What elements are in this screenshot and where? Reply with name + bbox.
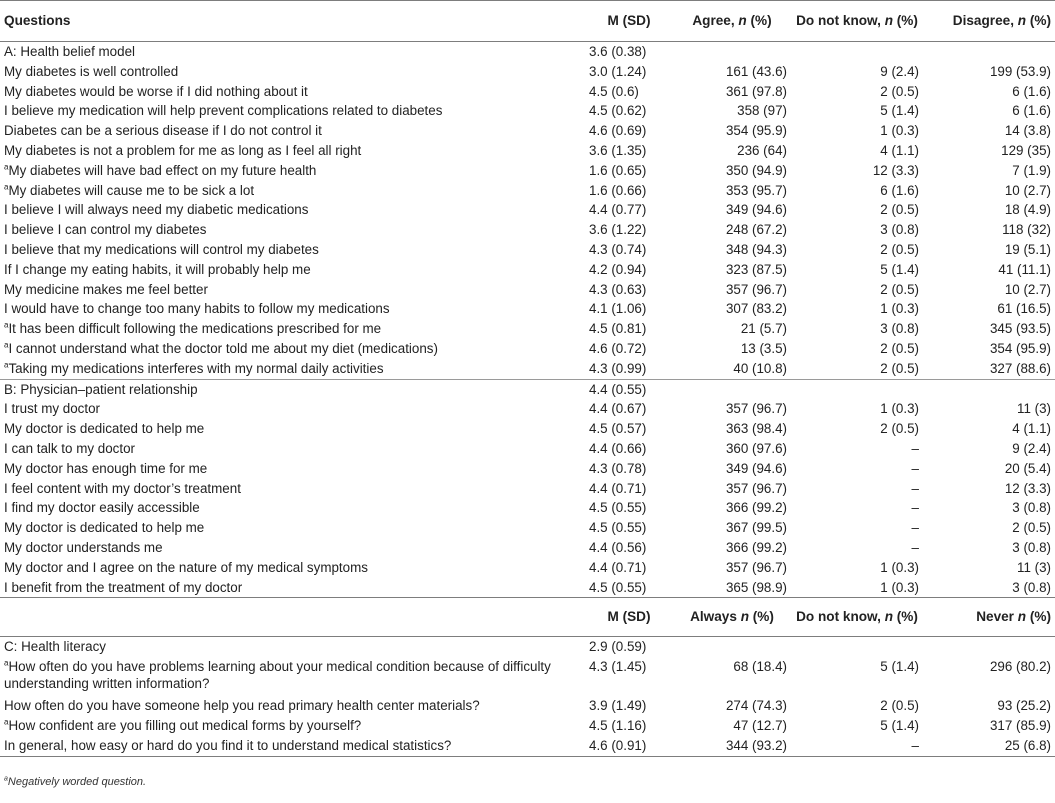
first-response-cell: 21 (5.7)	[740, 321, 787, 337]
table-row	[0, 518, 1055, 538]
last-response-cell: 6 (1.6)	[1012, 83, 1051, 99]
do-not-know-cell: 1 (0.3)	[880, 301, 919, 317]
do-not-know-cell: 2 (0.5)	[880, 698, 919, 714]
negative-mark: a	[4, 320, 9, 330]
footnote	[4, 776, 146, 788]
question-cell: $^a$It has been difficult following the medications prescribed for me	[4, 320, 382, 337]
header-c-do-not-know: Do not know, n (%)	[791, 598, 923, 637]
table-row	[0, 538, 1055, 558]
do-not-know-cell: 1 (0.3)	[880, 401, 919, 417]
last-response-cell: 4 (1.1)	[1012, 421, 1051, 437]
do-not-know-cell: –	[911, 480, 919, 496]
question-cell: If I change my eating habits, it will probably help me	[4, 261, 311, 277]
table-row	[0, 240, 1055, 260]
do-not-know-cell: 1 (0.3)	[880, 559, 919, 575]
last-response-cell: 9 (2.4)	[1012, 440, 1051, 456]
section-a-title-row	[0, 42, 1055, 62]
first-response-cell: 349 (94.6)	[725, 202, 787, 218]
mean-sd-cell: 4.5 (0.55)	[589, 500, 647, 516]
question-cell: $^a$How confident are you filling out medical forms by yourself?	[4, 717, 362, 733]
last-response-cell: 41 (11.1)	[998, 261, 1051, 277]
section-c-body	[0, 637, 1055, 756]
question-cell: I feel content with my doctor’s treatment	[4, 480, 241, 496]
do-not-know-cell: 1 (0.3)	[880, 123, 919, 139]
table-header-row	[0, 1, 1055, 42]
do-not-know-cell: 2 (0.5)	[880, 340, 919, 356]
table-row	[0, 181, 1055, 201]
do-not-know-cell: 3 (0.8)	[880, 222, 919, 238]
last-response-cell: 10 (2.7)	[1004, 182, 1051, 198]
table-row	[0, 399, 1055, 419]
last-response-cell: 199 (53.9)	[989, 63, 1051, 79]
table-row	[0, 459, 1055, 479]
first-response-cell: 357 (96.7)	[725, 401, 787, 417]
first-response-cell: 274 (74.3)	[725, 698, 787, 714]
question-cell: How often do you have someone help you read primary health center materials?	[4, 698, 480, 714]
question-cell: $^a$My diabetes will cause me to be sick a lot	[4, 182, 255, 198]
mean-sd-cell: 1.6 (0.65)	[589, 162, 647, 178]
section-b-title: B: Physician–patient relationship	[4, 381, 198, 397]
question-cell: $^a$Taking my medications interferes with my normal daily activities	[0, 359, 585, 379]
question-cell: I believe I will always need my diabetic medications	[4, 202, 309, 218]
question-cell: My doctor has enough time for me	[4, 460, 208, 476]
last-response-cell: 25 (6.8)	[923, 736, 1055, 756]
footnote-mark: a	[4, 775, 8, 783]
negative-mark: a	[4, 182, 9, 192]
question-cell: I believe my medication will help prevent complications related to diabetes	[4, 103, 443, 119]
mean-sd-cell: 4.4 (0.71)	[589, 480, 647, 496]
first-response-cell: 357 (96.7)	[725, 480, 787, 496]
table-row	[0, 319, 1055, 339]
header-agree: Agree, n (%)	[673, 1, 791, 42]
question-cell: My medicine makes me feel better	[4, 281, 208, 297]
mean-sd-cell: 3.6 (1.22)	[589, 222, 647, 238]
do-not-know-cell: –	[911, 539, 919, 555]
question-cell: $^a$How often do you have problems learning about your medical condition because of difficulty understanding written information?	[4, 658, 551, 692]
last-response-cell: 3 (0.8)	[1012, 500, 1051, 516]
question-cell: My doctor understands me	[4, 539, 163, 555]
do-not-know-cell: –	[791, 736, 923, 756]
last-response-cell: 11 (3)	[1017, 559, 1051, 575]
last-response-cell: 7 (1.9)	[1012, 162, 1051, 178]
question-cell: I would have to change too many habits to follow my medications	[4, 301, 390, 317]
negative-mark: a	[4, 360, 9, 370]
last-response-cell: 129 (35)	[1001, 142, 1051, 158]
last-response-cell: 327 (88.6)	[923, 359, 1055, 379]
last-response-cell: 61 (16.5)	[997, 301, 1051, 317]
table-row	[0, 280, 1055, 300]
table-row	[0, 339, 1055, 359]
last-response-cell: 296 (80.2)	[989, 659, 1051, 675]
mean-sd-cell: 4.5 (0.55)	[589, 520, 647, 536]
question-cell: I benefit from the treatment of my doctor	[4, 579, 243, 595]
table-row	[0, 62, 1055, 82]
question-cell: I trust my doctor	[4, 401, 100, 417]
last-response-cell: 2 (0.5)	[1012, 520, 1051, 536]
mean-sd-cell: 3.0 (1.24)	[589, 63, 647, 79]
table-row	[0, 578, 1055, 598]
table-row	[0, 82, 1055, 102]
negative-mark: a	[4, 717, 9, 727]
last-response-cell: 354 (95.9)	[989, 340, 1051, 356]
first-response-cell: 367 (99.5)	[725, 520, 787, 536]
first-response-cell: 248 (67.2)	[725, 222, 787, 238]
table-row	[0, 299, 1055, 319]
mean-sd-cell: 4.5 (0.57)	[589, 421, 647, 437]
mean-sd-cell: 4.6 (0.69)	[589, 123, 647, 139]
header-disagree: Disagree, n (%)	[923, 1, 1055, 42]
section-c-header	[0, 598, 1055, 637]
first-response-cell: 323 (87.5)	[725, 261, 787, 277]
table-row	[0, 498, 1055, 518]
mean-sd-cell: 1.6 (0.66)	[589, 182, 647, 198]
header-never: Never n (%)	[923, 598, 1055, 637]
mean-sd-cell: 4.5 (1.16)	[589, 717, 647, 733]
first-response-cell: 361 (97.8)	[725, 83, 787, 99]
do-not-know-cell: 2 (0.5)	[880, 281, 919, 297]
question-cell: I can talk to my doctor	[4, 440, 135, 456]
mean-sd-cell: 4.3 (1.45)	[589, 659, 647, 675]
first-response-cell: 357 (96.7)	[725, 281, 787, 297]
negative-mark: a	[4, 658, 9, 668]
last-response-cell: 20 (5.4)	[1004, 460, 1051, 476]
mean-sd-cell: 4.3 (0.78)	[589, 460, 647, 476]
first-response-cell: 13 (3.5)	[740, 340, 787, 356]
section-a-body	[0, 42, 1055, 380]
do-not-know-cell: 9 (2.4)	[880, 63, 919, 79]
table-row	[0, 200, 1055, 220]
question-cell: In general, how easy or hard do you find it to understand medical statistics?	[0, 736, 585, 756]
question-cell: Diabetes can be a serious disease if I do not control it	[4, 123, 322, 139]
do-not-know-cell: 5 (1.4)	[880, 261, 919, 277]
question-cell: My diabetes would be worse if I did nothing about it	[4, 83, 308, 99]
section-c-title: C: Health literacy	[4, 639, 106, 655]
table-row	[0, 736, 1055, 756]
do-not-know-cell: 5 (1.4)	[880, 103, 919, 119]
last-response-cell: 3 (0.8)	[1012, 579, 1051, 595]
first-response-cell: 349 (94.6)	[725, 460, 787, 476]
mean-sd-cell: 4.4 (0.71)	[589, 559, 647, 575]
table-header-row-c	[0, 598, 1055, 637]
first-response-cell: 366 (99.2)	[725, 500, 787, 516]
mean-sd-cell: 4.5 (0.55)	[589, 579, 647, 595]
section-b-msd: 4.4 (0.55)	[589, 381, 647, 397]
header-msd: M (SD)	[585, 1, 673, 42]
mean-sd-cell: 4.5 (0.6)	[589, 83, 639, 99]
first-response-cell: 236 (64)	[737, 142, 787, 158]
mean-sd-cell: 4.5 (0.62)	[589, 103, 647, 119]
table-row	[0, 220, 1055, 240]
section-c-msd: 2.9 (0.59)	[589, 639, 647, 655]
table-row	[0, 439, 1055, 459]
mean-sd-cell: 4.3 (0.74)	[589, 241, 647, 257]
table-row	[0, 101, 1055, 121]
do-not-know-cell: 5 (1.4)	[880, 717, 919, 733]
do-not-know-cell: 1 (0.3)	[880, 579, 919, 595]
mean-sd-cell: 4.4 (0.77)	[589, 202, 647, 218]
do-not-know-cell: 12 (3.3)	[872, 162, 919, 178]
mean-sd-cell: 4.4 (0.66)	[589, 440, 647, 456]
section-a-title: A: Health belief model	[4, 44, 136, 59]
do-not-know-cell: 6 (1.6)	[880, 182, 919, 198]
last-response-cell: 18 (4.9)	[1004, 202, 1051, 218]
last-response-cell: 317 (85.9)	[989, 717, 1051, 733]
last-response-cell: 19 (5.1)	[1004, 241, 1051, 257]
header-always: Always n (%)	[673, 598, 791, 637]
question-cell: I believe that my medications will control my diabetes	[4, 241, 319, 257]
mean-sd-cell: 4.5 (0.81)	[589, 321, 647, 337]
do-not-know-cell: –	[911, 520, 919, 536]
question-cell: $^a$I cannot understand what the doctor told me about my diet (medications)	[4, 340, 438, 356]
table-row	[0, 716, 1055, 736]
table-row	[0, 121, 1055, 141]
last-response-cell: 6 (1.6)	[1012, 103, 1051, 119]
do-not-know-cell: 2 (0.5)	[880, 83, 919, 99]
first-response-cell: 161 (43.6)	[725, 63, 787, 79]
question-cell: My doctor is dedicated to help me	[4, 421, 205, 437]
do-not-know-cell: –	[911, 460, 919, 476]
first-response-cell: 353 (95.7)	[725, 182, 787, 198]
table-row	[0, 558, 1055, 578]
header-questions: Questions	[0, 1, 585, 42]
negative-mark: a	[4, 340, 9, 350]
question-cell: My doctor is dedicated to help me	[4, 520, 205, 536]
do-not-know-cell: –	[911, 500, 919, 516]
section-c-title-row	[0, 637, 1055, 657]
first-response-cell: 307 (83.2)	[725, 301, 787, 317]
table-row	[0, 419, 1055, 439]
mean-sd-cell: 4.4 (0.67)	[589, 401, 647, 417]
question-cell: $^a$My diabetes will have bad effect on my future health	[4, 162, 317, 178]
table-row	[0, 359, 1055, 379]
do-not-know-cell: 5 (1.4)	[880, 659, 919, 675]
first-response-cell: 360 (97.6)	[725, 440, 787, 456]
last-response-cell: 10 (2.7)	[1004, 281, 1051, 297]
first-response-cell: 350 (94.9)	[725, 162, 787, 178]
first-response-cell: 366 (99.2)	[725, 539, 787, 555]
table-row	[0, 141, 1055, 161]
do-not-know-cell: 2 (0.5)	[880, 202, 919, 218]
mean-sd-cell: 4.3 (0.99)	[585, 359, 673, 379]
mean-sd-cell: 4.1 (1.06)	[589, 301, 647, 317]
do-not-know-cell: –	[911, 440, 919, 456]
do-not-know-cell: 2 (0.5)	[880, 421, 919, 437]
first-response-cell: 357 (96.7)	[725, 559, 787, 575]
question-cell: I find my doctor easily accessible	[4, 500, 200, 516]
last-response-cell: 93 (25.2)	[997, 698, 1051, 714]
question-cell: I believe I can control my diabetes	[4, 222, 207, 238]
first-response-cell: 354 (95.9)	[725, 123, 787, 139]
last-response-cell: 345 (93.5)	[989, 321, 1051, 337]
section-b-body	[0, 379, 1055, 598]
last-response-cell: 11 (3)	[1017, 401, 1051, 417]
mean-sd-cell: 4.6 (0.72)	[589, 340, 647, 356]
header-c-msd: M (SD)	[585, 598, 673, 637]
mean-sd-cell: 4.2 (0.94)	[589, 261, 647, 277]
negative-mark: a	[4, 162, 9, 172]
table-row	[0, 657, 1055, 696]
first-response-cell: 358 (97)	[737, 103, 787, 119]
footnote-text: Negatively worded question.	[7, 776, 147, 788]
first-response-cell: 363 (98.4)	[725, 421, 787, 437]
table-row	[0, 161, 1055, 181]
table-row	[0, 260, 1055, 280]
first-response-cell: 344 (93.2)	[673, 736, 791, 756]
mean-sd-cell: 3.6 (1.35)	[589, 142, 647, 158]
first-response-cell: 68 (18.4)	[733, 659, 787, 675]
mean-sd-cell: 4.6 (0.91)	[585, 736, 673, 756]
first-response-cell: 40 (10.8)	[673, 359, 791, 379]
last-response-cell: 14 (3.8)	[1004, 123, 1051, 139]
header-do-not-know: Do not know, n (%)	[791, 1, 923, 42]
do-not-know-cell: 4 (1.1)	[880, 142, 919, 158]
question-cell: My diabetes is well controlled	[4, 63, 179, 79]
section-a-msd: 3.6 (0.38)	[589, 44, 647, 59]
do-not-know-cell: 2 (0.5)	[880, 241, 919, 257]
first-response-cell: 348 (94.3)	[725, 241, 787, 257]
last-response-cell: 3 (0.8)	[1012, 539, 1051, 555]
section-b-title-row	[0, 379, 1055, 399]
table-row	[0, 696, 1055, 716]
table-row	[0, 479, 1055, 499]
do-not-know-cell: 2 (0.5)	[791, 359, 923, 379]
mean-sd-cell: 4.4 (0.56)	[589, 539, 647, 555]
mean-sd-cell: 4.3 (0.63)	[589, 281, 647, 297]
last-response-cell: 118 (32)	[1002, 222, 1051, 238]
mean-sd-cell: 3.9 (1.49)	[589, 698, 647, 714]
first-response-cell: 47 (12.7)	[733, 717, 787, 733]
question-cell: My doctor and I agree on the nature of my medical symptoms	[4, 559, 368, 575]
do-not-know-cell: 3 (0.8)	[880, 321, 919, 337]
first-response-cell: 365 (98.9)	[725, 579, 787, 595]
question-cell: My diabetes is not a problem for me as long as I feel all right	[4, 142, 362, 158]
last-response-cell: 12 (3.3)	[1004, 480, 1051, 496]
